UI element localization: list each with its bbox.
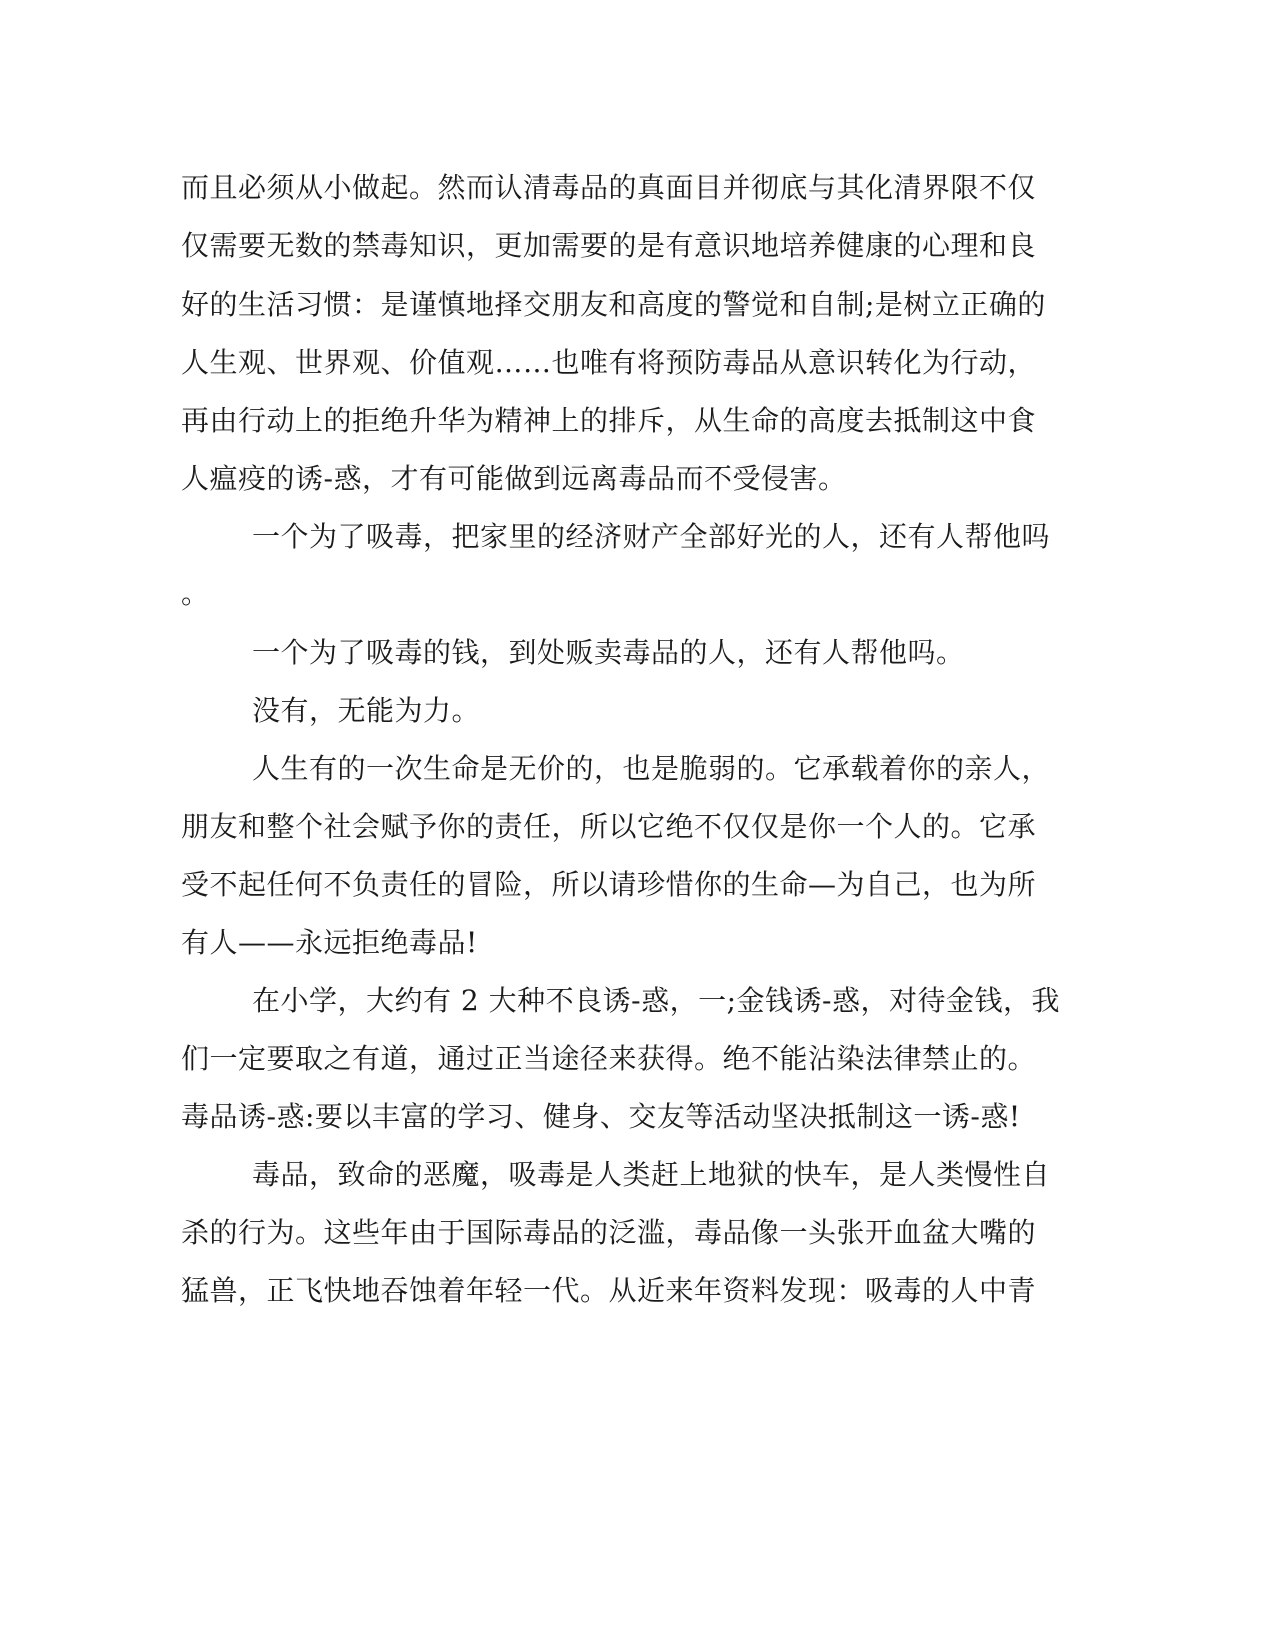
text-line: 杀的行为。这些年由于国际毒品的泛滥，毒品像一头张开血盆大嘴的: [181, 1216, 1037, 1249]
text-line: 人生有的一次生命是无价的，也是脆弱的。它承载着你的亲人，: [252, 752, 1051, 785]
text-line: 。: [181, 577, 210, 610]
text-line: 有人——永远拒绝毒品!: [181, 926, 478, 959]
text-line: 再由行动上的拒绝升华为精神上的排斥，从生命的高度去抵制这中食: [181, 404, 1037, 437]
text-line: 一个为了吸毒的钱，到处贩卖毒品的人，还有人帮他吗。: [252, 636, 965, 669]
text-line: 毒品诱-惑:要以丰富的学习、健身、交友等活动坚决抵制这一诱-惑!: [181, 1100, 1021, 1133]
text-line: 而且必须从小做起。然而认清毒品的真面目并彻底与其化清界限不仅: [181, 171, 1037, 204]
text-line: 受不起任何不负责任的冒险，所以请珍惜你的生命—为自己，也为所: [181, 868, 1037, 901]
text-line: 朋友和整个社会赋予你的责任，所以它绝不仅仅是你一个人的。它承: [181, 810, 1037, 843]
text-line: 人生观、世界观、价值观……也唯有将预防毒品从意识转化为行动，: [181, 346, 1037, 379]
text-line: 毒品，致命的恶魔，吸毒是人类赶上地狱的快车，是人类慢性自: [252, 1158, 1051, 1191]
text-line: 们一定要取之有道，通过正当途径来获得。绝不能沾染法律禁止的。: [181, 1042, 1037, 1075]
text-line: 仅需要无数的禁毒知识，更加需要的是有意识地培养健康的心理和良: [181, 229, 1037, 262]
text-line: 没有，无能为力。: [252, 694, 481, 727]
text-line: 好的生活习惯：是谨慎地择交朋友和高度的警觉和自制;是树立正确的: [181, 288, 1046, 321]
text-line: 人瘟疫的诱-惑，才有可能做到远离毒品而不受侵害。: [181, 462, 847, 495]
text-line: 在小学，大约有 2 大种不良诱-惑，一;金钱诱-惑，对待金钱，我: [252, 984, 1060, 1017]
text-line: 猛兽，正飞快地吞蚀着年轻一代。从近来年资料发现：吸毒的人中青: [181, 1274, 1037, 1307]
text-line: 一个为了吸毒，把家里的经济财产全部好光的人，还有人帮他吗: [252, 520, 1051, 553]
